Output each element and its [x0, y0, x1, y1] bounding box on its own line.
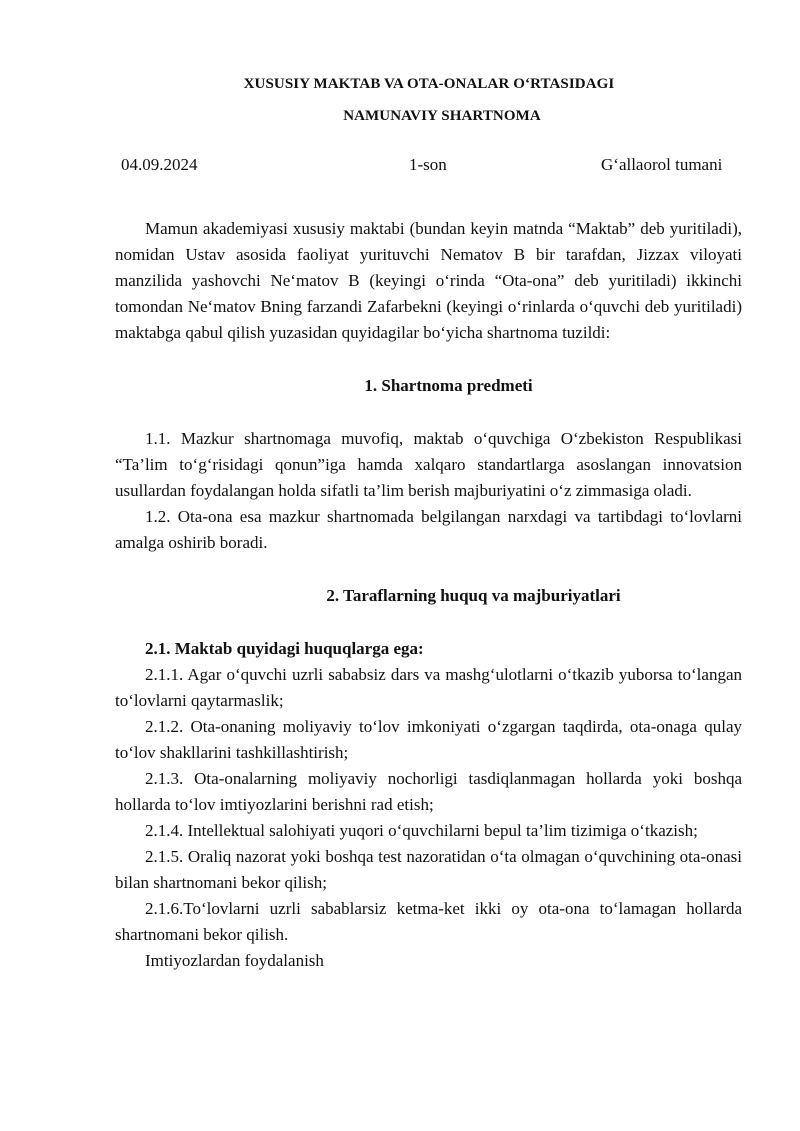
clause-2-1-4: 2.1.4. Intellektual salohiyati yuqori o‘quvchilarni bepul ta’lim tizimiga o‘tkazish;	[145, 821, 698, 840]
clause-2-1-2: 2.1.2. Ota-onaning moliyaviy to‘lov imkoniyati o‘zgargan taqdirda, ota-onaga qulay to‘lov shakllarini tashkillashtirish;	[115, 717, 742, 762]
clause-1-2: 1.2. Ota-ona esa mazkur shartnomada belgilangan narxdagi va tartibdagi to‘lovlarni amalga oshirib boradi.	[115, 507, 742, 552]
clause-2-1-5: 2.1.5. Oraliq nazorat yoki boshqa test nazoratidan o‘ta olmagan o‘quvchining ota-onasi bilan shartnomani bekor qilish;	[115, 847, 742, 892]
document-title-line2: NAMUNAVIY SHARTNOMA	[343, 108, 541, 124]
section-1-heading: 1. Shartnoma predmeti	[364, 376, 533, 395]
document-body	[115, 216, 742, 974]
contract-place: G‘allaorol tumani	[601, 155, 723, 174]
intro-paragraph: Mamun akademiyasi xususiy maktabi (bundan keyin matnda “Maktab” deb yuritiladi), nomidan Ustav asosida faoliyat yurituvchi Nematov B bir tarafdan, Jizzax viloyati manzilida yashovchi Ne‘matov B (keyingi o‘rinda “Ota-ona” deb yuritiladi) ikkinchi tomondan Ne‘matov Bning farzandi Zafarbekni (keyingi o‘rinlarda o‘quvchi deb yuritiladi) maktabga qabul qilish yuzasidan quyidagilar bo‘yicha shartnoma tuzildi:	[115, 219, 742, 342]
clause-2-1-1: 2.1.1. Agar o‘quvchi uzrli sababsiz dars va mashg‘ulotlarni o‘tkazib yuborsa to‘langan to‘lovlarni qaytarmaslik;	[115, 665, 742, 710]
clause-1-1: 1.1. Mazkur shartnomaga muvofiq, maktab o‘quvchiga O‘zbekiston Respublikasi “Ta’lim to‘g‘risidagi qonun”iga hamda xalqaro standartlarga asoslangan innovatsion usullardan foydalangan holda sifatli ta’lim berish majburiyatini o‘z zimmasiga oladi.	[115, 429, 742, 500]
clause-2-1-6: 2.1.6.To‘lovlarni uzrli sabablarsiz ketma-ket ikki oy ota-ona to‘lamagan hollarda shartnomani bekor qilish.	[115, 899, 742, 944]
subsection-2-1-heading: 2.1. Maktab quyidagi huquqlarga ega:	[145, 639, 424, 658]
document-title-line1: XUSUSIY MAKTAB VA OTA-ONALAR O‘RTASIDAGI	[243, 76, 615, 92]
trailing-line: Imtiyozlardan foydalanish	[145, 951, 324, 970]
contract-date: 04.09.2024	[121, 155, 198, 174]
clause-2-1-3: 2.1.3. Ota-onalarning moliyaviy nochorligi tasdiqlanmagan hollarda yoki boshqa hollarda to‘lov imtiyozlarini berishni rad etish;	[115, 769, 742, 814]
section-2-heading: 2. Taraflarning huquq va majburiyatlari	[326, 586, 621, 605]
contract-number: 1-son	[409, 155, 447, 174]
